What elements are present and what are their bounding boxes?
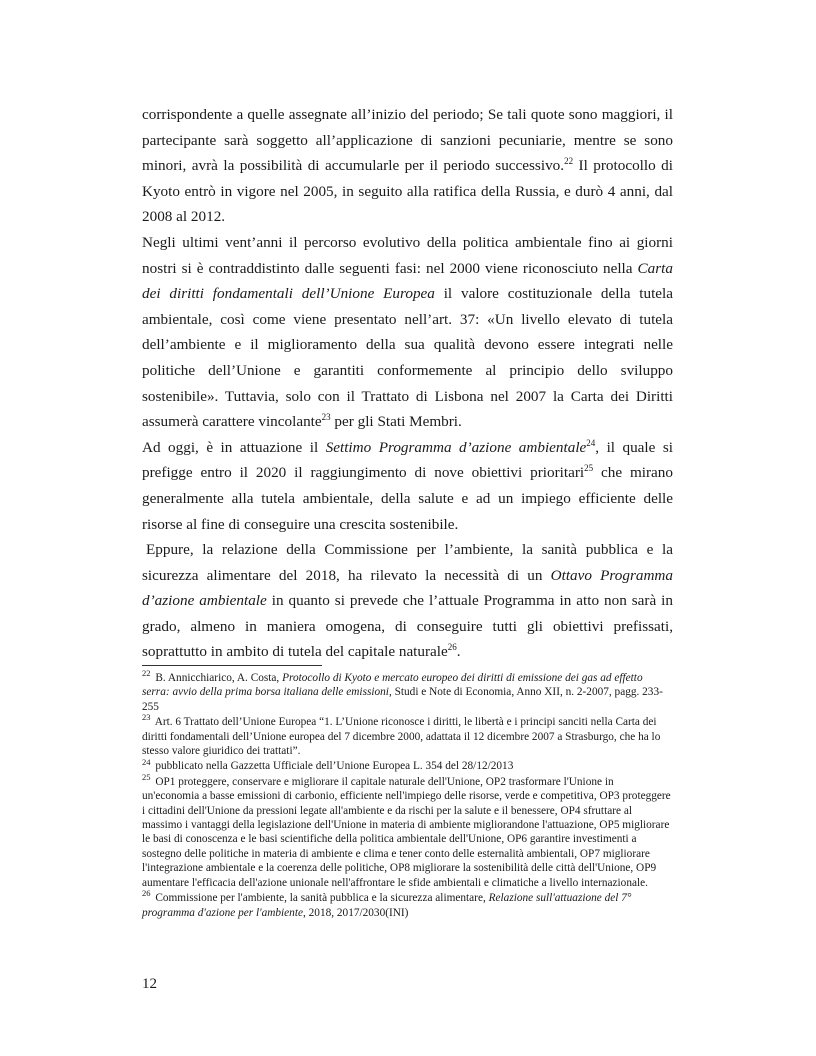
footnote-25 [142, 772, 673, 890]
text-run: . [456, 643, 461, 661]
italic-title: Protocollo di Kyoto e mercato europeo dei diritti di emissione dei gas ad effetto serra: avvio della prima borsa italiana delle emissioni [142, 672, 643, 699]
italic-title: Settimo Programma d’azione ambientale [325, 438, 587, 456]
text-run: , 2018, 2017/2030(INI) [303, 906, 409, 919]
text-run: Il protocollo di Kyoto entrò in vigore nel 2005, in seguito alla ratifica della Russia, e durò 4 anni, dal 2008 al 2012. [142, 157, 673, 226]
footnote-23 [142, 712, 673, 758]
text-run: che mirano generalmente alla tutela ambientale, della salute e ad un impiego efficiente delle risorse al fine di conseguire una crescita sostenibile. [142, 464, 673, 533]
text-run: Eppure, la relazione della Commissione per l’ambiente, la sanità pubblica e la sicurezza alimentare del 2018, ha rilevato la necessità di un [142, 541, 673, 584]
italic-title: Carta dei diritti fondamentali dell’Unione Europea [142, 259, 673, 303]
text-run: Art. 6 Trattato dell’Unione Europea “1. L’Unione riconosce i diritti, le libertà e i principi sanciti nella Carta dei diritti fondamentali dell’Unione europea del 7 dicembre 2000, adattata il 12 dicembre 2007 a Strasburgo, che ha lo stesso valore giuridico dei trattati”. [142, 716, 661, 758]
text-run: OP1 proteggere, conservare e migliorare il capitale naturale dell'Unione, OP2 trasformare l'Unione in un'economia a basse emissioni di carbonio, efficiente nell'impiego delle risorse, verde e competitiva, OP3 proteggere i cittadini dell'Unione da pressioni legate all'ambiente e da rischi per la salute e il benessere, OP4 sfruttare al massimo i vantaggi della legislazione dell'Unione in materia di ambiente migliorandone l'attuazione, OP5 migliorare le basi di conoscenza e le basi scientifiche della politica ambientale dell'Unione, OP6 garantire investimenti a sostegno delle politiche in materia di ambiente e clima e tener conto delle esternalità ambientali, OP7 migliorare l'integrazione ambientale e la coerenza delle politiche, OP8 migliorare la sostenibilità delle città dell'Unione, OP9 aumentare l'efficacia dell'azione unionale nell'affrontare le sfide ambientali e climatiche a livello internazionale. [142, 775, 671, 889]
footnote-number: 25 [142, 772, 151, 783]
footnote-ref-25[interactable]: 25 [584, 463, 594, 474]
footnote-ref-26[interactable]: 26 [447, 642, 457, 653]
text-run: in quanto si prevede che l’attuale Programma in atto non sarà in grado, almeno in maniera omogena, di conseguire tutti gli obiettivi prefissati, soprattutto in ambito di tutela del capitale naturale [142, 592, 673, 661]
paragraph-eighth-programme [142, 537, 673, 665]
text-run: , il quale si prefigge entro il 2020 il raggiungimento di nove obiettivi prioritari [142, 438, 673, 482]
text-run: corrispondente a quelle assegnate all’inizio del periodo; Se tali quote sono maggiori, il partecipante sarà soggetto all’applicazione di sanzioni pecuniarie, mentre se sono minori, avrà la possibilità di accumularle per il periodo successivo. [142, 106, 673, 175]
footnote-ref-23[interactable]: 23 [321, 412, 331, 423]
footnote-number: 24 [142, 756, 151, 767]
footnote-separator [142, 665, 322, 666]
italic-title: Relazione sull'attuazione del 7° programma d'azione per l'ambiente [142, 892, 632, 919]
footnote-number: 26 [142, 888, 151, 899]
body-text [142, 102, 673, 665]
text-run: , Studi e Note di Economia, Anno XII, n. 2-2007, pagg. 233-255 [142, 686, 663, 713]
page-number: 12 [142, 976, 157, 992]
footnote-number: 23 [142, 712, 151, 723]
footnotes [142, 668, 673, 921]
text-run: il valore costituzionale della tutela ambientale, così come viene presentato nell’art. 37: «Un livello elevato di tutela dell’ambiente e il miglioramento della sua qualità devono essere integrati nelle politiche dell’Unione e garantiti conformemente al principio dello sviluppo sostenibile». Tuttavia, solo con il Trattato di Lisbona nel 2007 la Carta dei Diritti assumerà carattere vincolante [142, 285, 673, 431]
text-run: Negli ultimi vent’anni il percorso evolutivo della politica ambientale fino ai giorni nostri si è contraddistinto dalle seguenti fasi: nel 2000 viene riconosciuto nella [142, 233, 673, 277]
footnote-ref-24[interactable]: 24 [586, 437, 596, 448]
text-run: B. Annicchiarico, A. Costa, [152, 672, 283, 684]
footnote-22 [142, 668, 673, 714]
footnote-ref-22[interactable]: 22 [564, 156, 574, 167]
paragraph-kyoto [142, 102, 673, 230]
text-run: per gli Stati Membri. [330, 413, 462, 431]
paragraph-seventh-programme [142, 435, 673, 537]
text-run: Ad oggi, è in attuazione il [142, 438, 326, 456]
footnote-number: 22 [142, 668, 151, 679]
footnote-26 [142, 888, 673, 920]
text-run: pubblicato nella Gazzetta Ufficiale dell’Unione Europea L. 354 del 28/12/2013 [152, 760, 514, 773]
footnote-24 [142, 756, 673, 773]
paragraph-evolution [142, 230, 673, 435]
text-run: Commissione per l'ambiente, la sanità pubblica e la sicurezza alimentare, [152, 892, 489, 905]
italic-title: Ottavo Programma d’azione ambientale [142, 566, 673, 610]
